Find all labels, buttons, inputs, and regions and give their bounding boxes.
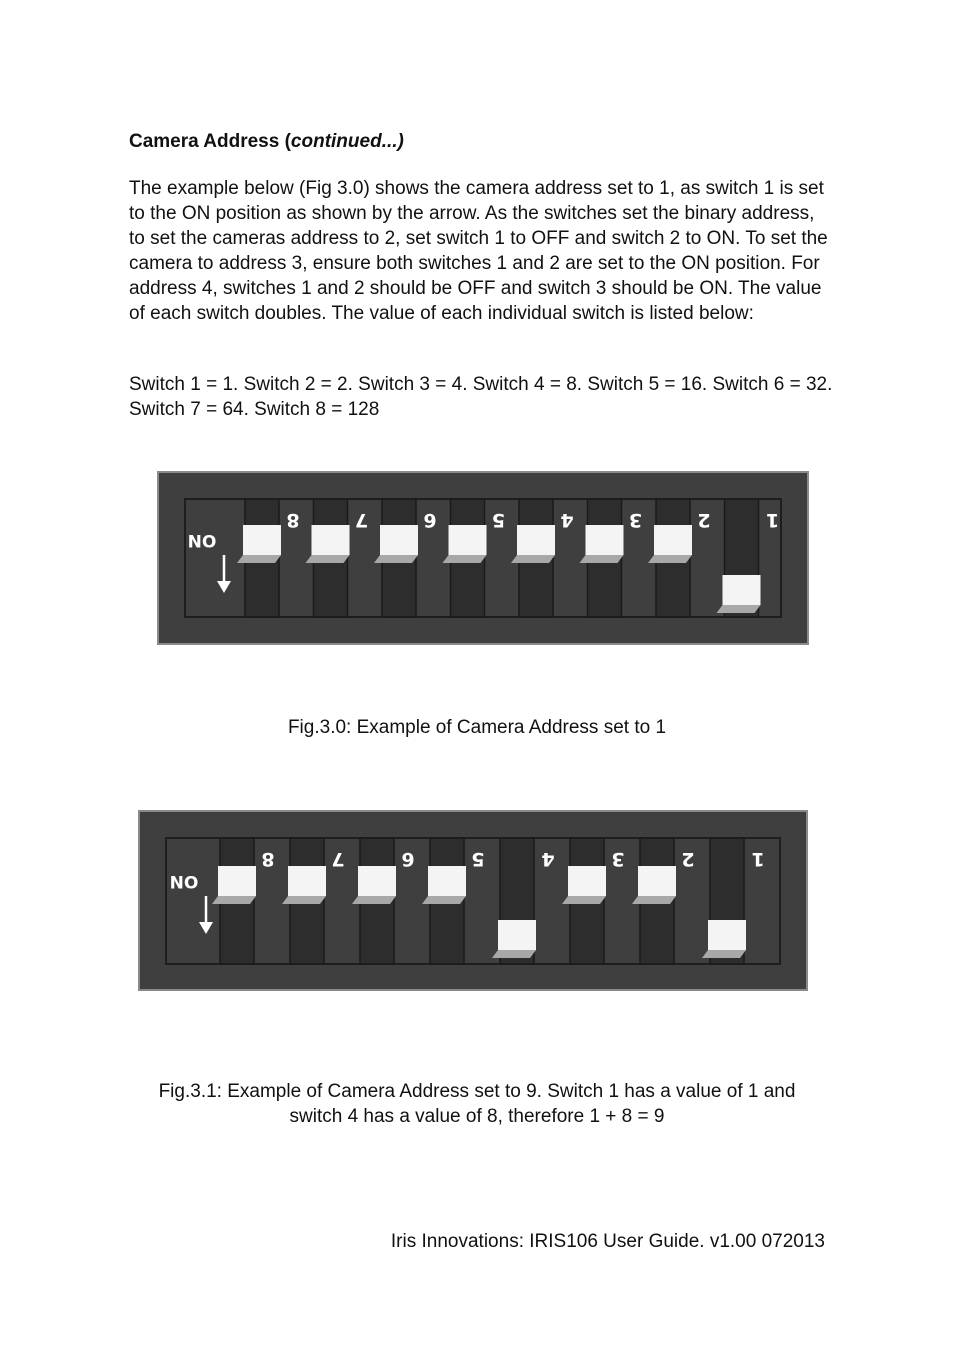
heading-text: Camera Address (: [129, 131, 291, 152]
switch-number-label: [629, 509, 642, 531]
switch-number-label: [471, 848, 484, 870]
switch-knob-shadow: [717, 605, 761, 613]
figure-caption-1: Fig.3.0: Example of Camera Address set to 1: [287, 717, 667, 738]
svg-text:4: 4: [541, 848, 555, 870]
switch-number-label: [751, 848, 764, 870]
switch-knob-shadow: [352, 896, 396, 904]
svg-text:8: 8: [286, 509, 300, 531]
switch-knob-shadow: [648, 555, 692, 563]
switch-knob-shadow: [492, 950, 536, 958]
switch-number-label: [331, 848, 344, 870]
switch-values-paragraph: Switch 1 = 1. Switch 2 = 2. Switch 3 = 4. Switch 4 = 8. Switch 5 = 16. Switch 6 = 32. Switch 7 = 64. Switch 8 = 128: [129, 374, 833, 420]
switch-knob-shadow: [282, 896, 326, 904]
switch-knob-shadow: [443, 555, 487, 563]
switch-knob-off[interactable]: [312, 525, 350, 555]
svg-text:2: 2: [697, 509, 711, 531]
switch-knob-off[interactable]: [449, 525, 487, 555]
switch-number-label: [286, 509, 299, 531]
on-label: [170, 871, 199, 891]
switch-knob-off[interactable]: [380, 525, 418, 555]
switch-knob-shadow: [374, 555, 418, 563]
switch-knob-off[interactable]: [638, 866, 676, 896]
switch-knob-shadow: [580, 555, 624, 563]
svg-text:5: 5: [491, 509, 506, 531]
heading-italic: continued...): [290, 131, 404, 152]
svg-text:7: 7: [331, 848, 345, 870]
intro-paragraph: The example below (Fig 3.0) shows the camera address set to 1, as switch 1 is set to the ON position as shown by the arrow. As the switches set the binary address, to set the cameras address to 2, set switch 1 to OFF and switch 2 to ON. To set the camera to address 3, ensure both switches 1 and 2 are set to the ON position. For address 4, switches 1 and 2 should be OFF and switch 3 should be ON. The value of each switch doubles. The value of each individual switch is listed below:: [129, 178, 828, 324]
svg-text:3: 3: [611, 848, 625, 870]
switch-knob-off[interactable]: [428, 866, 466, 896]
figure-caption-2: [0, 1079, 954, 1129]
switch-knob-shadow: [562, 896, 606, 904]
switch-knob-shadow: [237, 555, 281, 563]
svg-text:ON: ON: [187, 530, 217, 550]
svg-text:ON: ON: [169, 871, 199, 891]
svg-text:6: 6: [423, 509, 437, 531]
switch-knob-shadow: [632, 896, 676, 904]
switch-knob-shadow: [702, 950, 746, 958]
switch-knob-off[interactable]: [288, 866, 326, 896]
switch-knob-shadow: [212, 896, 256, 904]
svg-text:5: 5: [471, 848, 485, 870]
switch-knob-off[interactable]: [586, 525, 624, 555]
on-label: [188, 530, 217, 550]
dip-switch-figure-1: [157, 471, 809, 645]
section-heading: [129, 131, 404, 153]
svg-text:3: 3: [628, 509, 643, 531]
switch-knob-off[interactable]: [358, 866, 396, 896]
switch-knob-on[interactable]: [498, 920, 536, 950]
switch-number-label: [766, 509, 779, 531]
switch-number-label: [611, 848, 624, 870]
page-footer: Iris Innovations: IRIS106 User Guide. v1.00 072013: [390, 1231, 825, 1252]
switch-number-label: [261, 848, 274, 870]
switch-knob-shadow: [511, 555, 555, 563]
svg-text:2: 2: [681, 848, 695, 870]
switch-number-label: [355, 509, 368, 531]
svg-text:8: 8: [261, 848, 275, 870]
figure-caption-2-text: Fig.3.1: Example of Camera Address set to 9. Switch 1 has a value of 1 and switch 4 has a value of 8, therefore 1 + 8 = 9: [158, 1081, 796, 1127]
switch-knob-on[interactable]: [723, 575, 761, 605]
svg-text:4: 4: [560, 509, 574, 531]
switch-knob-on[interactable]: [708, 920, 746, 950]
switch-number-label: [560, 509, 573, 531]
switch-number-label: [401, 848, 414, 870]
switch-number-label: [541, 848, 554, 870]
switch-knob-off[interactable]: [218, 866, 256, 896]
svg-text:6: 6: [401, 848, 415, 870]
switch-knob-off[interactable]: [654, 525, 692, 555]
switch-knob-off[interactable]: [568, 866, 606, 896]
switch-number-label: [423, 509, 436, 531]
svg-text:1: 1: [765, 509, 780, 531]
switch-knob-shadow: [306, 555, 350, 563]
svg-text:7: 7: [354, 509, 369, 531]
switch-number-label: [492, 509, 505, 531]
switch-knob-off[interactable]: [243, 525, 281, 555]
switch-knob-shadow: [422, 896, 466, 904]
svg-text:1: 1: [751, 848, 765, 870]
switch-knob-off[interactable]: [517, 525, 555, 555]
switch-number-label: [681, 848, 694, 870]
switch-number-label: [697, 509, 710, 531]
dip-switch-figure-2: [138, 810, 808, 991]
